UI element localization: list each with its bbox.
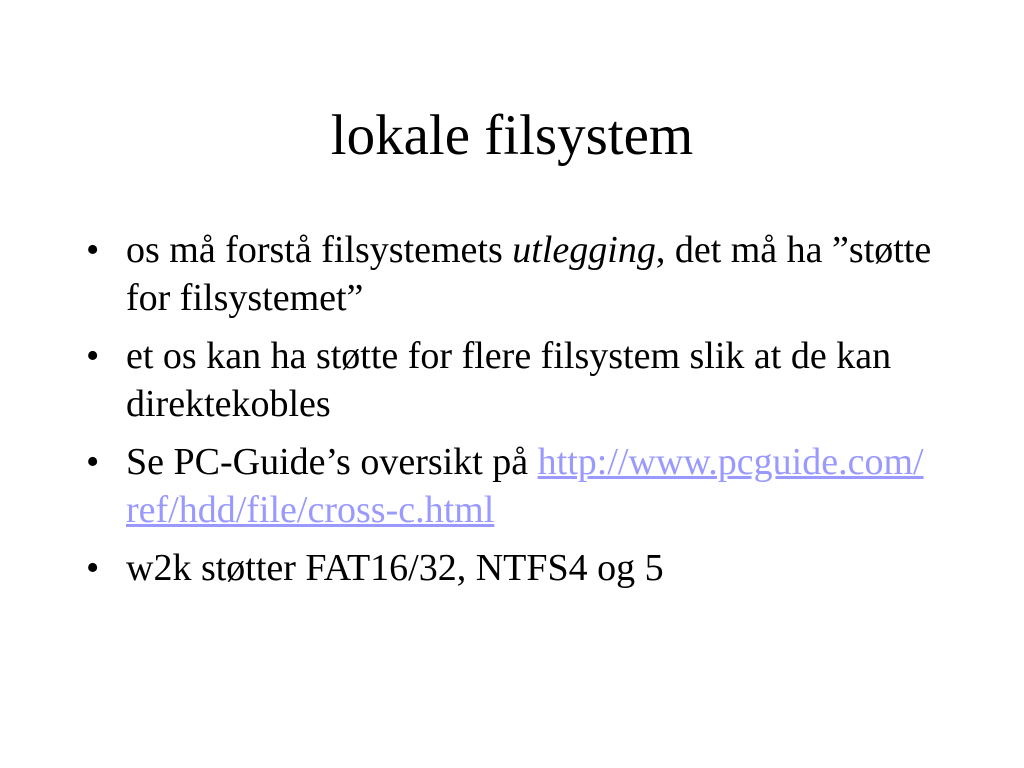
bullet-text: os må forstå filsystemets <box>126 229 513 271</box>
bullet-item-filesystem-layout <box>86 226 932 322</box>
bullet-item-multiple-filesystems <box>86 332 932 428</box>
bullet-icon: • <box>86 229 100 271</box>
bullet-text: , det må ha ”støtte for filsystemet” <box>126 229 932 319</box>
pcguide-link[interactable]: http://www.pcguide.com/ref/hdd/file/cross-c.html <box>126 441 924 531</box>
bullet-list <box>86 226 932 602</box>
bullet-item-w2k-support <box>86 544 932 592</box>
bullet-text: w2k støtter FAT16/32, NTFS4 og 5 <box>126 547 664 589</box>
slide-title: lokale filsystem <box>330 104 694 167</box>
bullet-icon: • <box>86 335 100 377</box>
bullet-emphasis: utlegging <box>512 229 656 271</box>
bullet-icon: • <box>86 547 100 589</box>
bullet-item-pcguide <box>86 438 932 534</box>
bullet-text: Se PC-Guide’s oversikt på <box>126 441 538 483</box>
bullet-icon: • <box>86 441 100 483</box>
bullet-text: et os kan ha støtte for flere filsystem slik at de kan direktekobles <box>126 335 892 425</box>
